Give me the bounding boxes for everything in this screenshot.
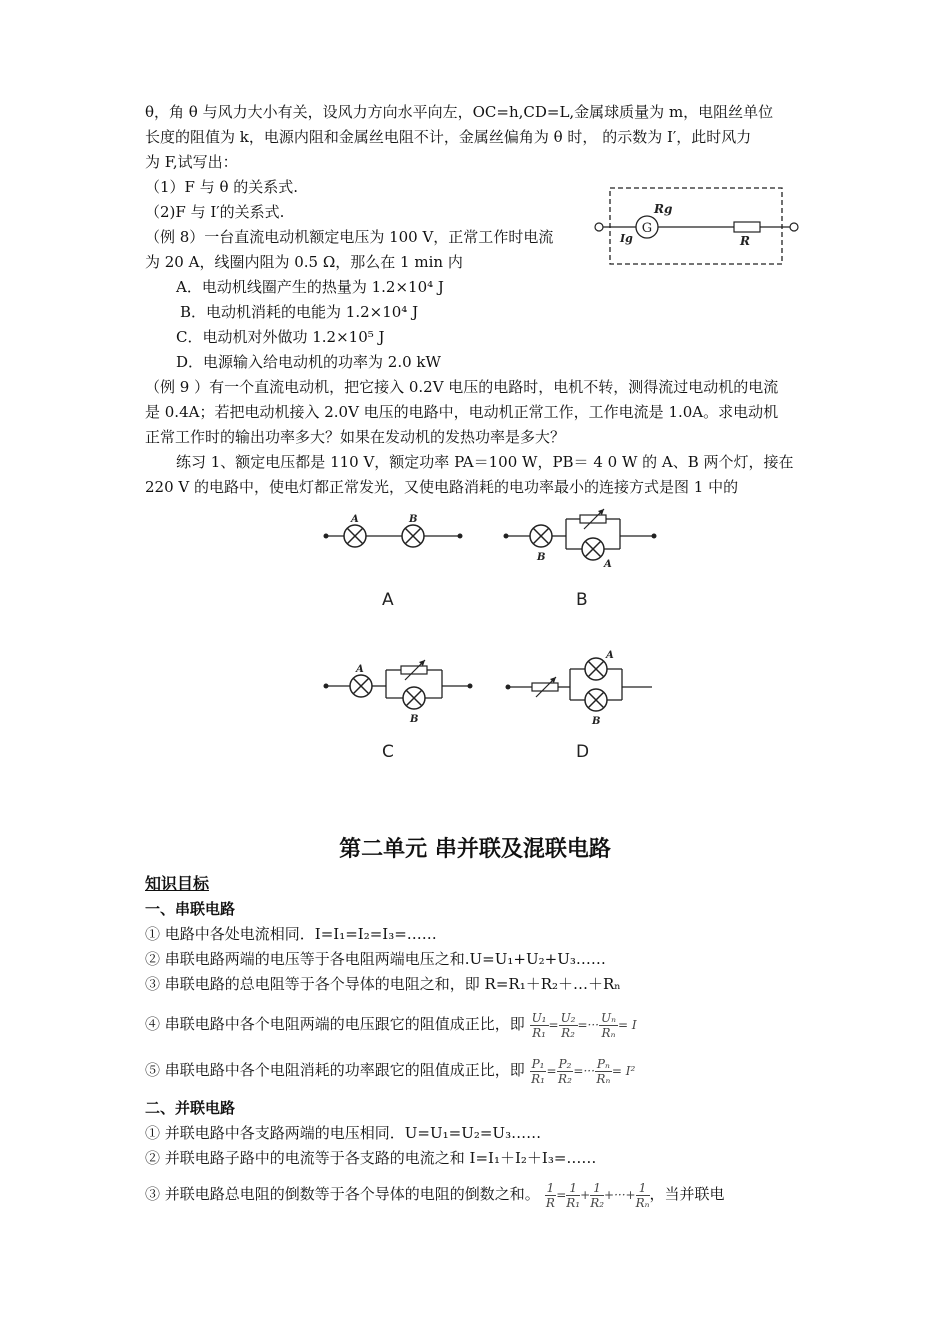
caption-c: C <box>382 742 394 762</box>
lamp-b-label: B <box>537 552 546 563</box>
example8-option-c: C．电动机对外做功 1.2×10⁵ J <box>176 328 385 346</box>
circuit-a <box>318 512 468 562</box>
circuit-c <box>318 658 478 728</box>
galvanometer-label: G <box>641 221 653 236</box>
fraction: $\frac{\text{P₂}}{\text{R₂}}$ <box>558 1056 572 1086</box>
practice1-line-1: 练习 1、额定电压都是 110 V，额定功率 PA＝100 W，PB＝ 4 0 W 的 A、B 两个灯，接在 <box>176 453 794 471</box>
parallel-item-1: ① 并联电路中各支路两端的电压相同．U=U₁=U₂=U₃…… <box>145 1124 542 1142</box>
series-item-4: ④ 串联电路中各个电阻两端的电压跟它的阻值成正比，即 $\frac{\text{U₁}}{\text{R₁}}$ = $\frac{\text{U₂}}{\text{R₂}}$ =··· $\frac{\text{Uₙ}}{\text{Rₙ}}$ = I <box>145 1010 637 1040</box>
rheostat-icon <box>401 660 427 680</box>
lamp-b-label: B <box>410 714 419 725</box>
circuit-b <box>500 505 660 570</box>
fraction: $\frac{1}{\text{Rₙ}}$ <box>635 1180 650 1210</box>
rheostat-icon <box>580 509 606 529</box>
caption-a: A <box>382 590 394 610</box>
rheostat-icon <box>532 677 558 697</box>
series-item-4-text: ④ 串联电路中各个电阻两端的电压跟它的阻值成正比，即 <box>145 1015 525 1033</box>
lamp-b-icon <box>402 525 424 547</box>
example8-line-2: 为 20 A，线圈内阻为 0.5 Ω，那么在 1 min 内 <box>145 253 463 271</box>
practice1-line-2: 220 V 的电路中，使电灯都正常发光，又使电路消耗的电功率最小的连接方式是图 1 中的 <box>145 478 739 496</box>
fraction: $\frac{\text{U₂}}{\text{R₂}}$ <box>560 1010 576 1040</box>
caption-d: D <box>576 742 590 762</box>
lamp-b-icon <box>403 687 425 709</box>
parallel-item-3-text: ③ 并联电路总电阻的倒数等于各个导体的电阻的倒数之和。 <box>145 1185 540 1203</box>
section-title: 第二单元 串并联及混联电路 <box>339 837 611 862</box>
caption-b: B <box>576 590 588 610</box>
galvanometer-circuit-figure <box>590 182 805 268</box>
parallel-item-3: ③ 并联电路总电阻的倒数等于各个导体的电阻的倒数之和。 $\frac{1}{R}$ = $\frac{1}{\text{R₁}}$ + $\frac{1}{\text{R₂}}$ +···+ $\frac{1}{\text{Rₙ}}$ ，当并联电 <box>145 1180 725 1210</box>
problem-line-2: 长度的阻值为 k，电源内阻和金属丝电阻不计，金属丝偏角为 θ 时， 的示数为 I′，此时风力 <box>145 128 752 146</box>
problem-question-2: （2)F 与 I′的关系式. <box>145 203 285 221</box>
example8-line-1: （例 8）一台直流电动机额定电压为 100 V，正常工作时电流 <box>145 228 554 246</box>
lamp-a-label: A <box>604 559 612 570</box>
series-item-5-text: ⑤ 串联电路中各个电阻消耗的功率跟它的阻值成正比，即 <box>145 1061 525 1079</box>
fraction: $\frac{\text{U₁}}{\text{R₁}}$ <box>531 1010 547 1040</box>
rg-label: Rg <box>654 202 673 216</box>
example8-option-d: D．电源输入给电动机的功率为 2.0 kW <box>176 353 441 371</box>
example8-option-a: A．电动机线圈产生的热量为 1.2×10⁴ J <box>176 278 444 296</box>
fraction: $\frac{1}{R}$ <box>545 1180 555 1210</box>
lamp-b-icon <box>585 689 607 711</box>
series-heading: 一、串联电路 <box>145 900 236 918</box>
lamp-a-label: A <box>356 664 364 675</box>
lamp-a-label: A <box>351 514 359 525</box>
lamp-a-icon <box>344 525 366 547</box>
series-item-5: ⑤ 串联电路中各个电阻消耗的功率跟它的阻值成正比，即 $\frac{\text{P₁}}{\text{R₁}}$ = $\frac{\text{P₂}}{\text{R₂}}$ =··· $\frac{\text{Pₙ}}{\text{Rₙ}}$ = I² <box>145 1056 636 1086</box>
lamp-b-icon <box>530 525 552 547</box>
lamp-a-label: A <box>606 650 614 661</box>
lamp-a-icon <box>350 675 372 697</box>
r-label: R <box>740 234 750 248</box>
series-item-3: ③ 串联电路的总电阻等于各个导体的电阻之和，即 R=R₁＋R₂＋…＋Rₙ <box>145 975 621 993</box>
fraction: $\frac{1}{\text{R₂}}$ <box>590 1180 605 1210</box>
lamp-b-label: B <box>409 514 418 525</box>
example8-option-b: B．电动机消耗的电能为 1.2×10⁴ J <box>180 303 419 321</box>
parallel-item-3-tail: ，当并联电 <box>649 1185 725 1203</box>
example9-line-2: 是 0.4A；若把电动机接入 2.0V 电压的电路中，电动机正常工作，工作电流是 1.0A。求电动机 <box>145 403 779 421</box>
example9-line-3: 正常工作时的输出功率多大？如果在发动机的发热功率是多大？ <box>145 428 566 446</box>
problem-question-1: （1）F 与 θ 的关系式. <box>145 178 299 196</box>
example9-line-1: （例 9 ）有一个直流电动机，把它接入 0.2V 电压的电路时，电机不转，测得流过电动机的电流 <box>145 378 779 396</box>
fraction: $\frac{\text{Uₙ}}{\text{Rₙ}}$ <box>601 1010 616 1040</box>
circuit-d <box>500 650 660 730</box>
lamp-b-label: B <box>592 716 601 727</box>
lamp-a-icon <box>585 658 607 680</box>
fraction: $\frac{\text{Pₙ}}{\text{Rₙ}}$ <box>596 1056 611 1086</box>
series-item-2: ② 串联电路两端的电压等于各电阻两端电压之和.U=U₁+U₂+U₃…… <box>145 950 606 968</box>
series-item-1: ① 电路中各处电流相同．I=I₁=I₂=I₃=…… <box>145 925 437 943</box>
problem-line-3: 为 F,试写出： <box>145 153 238 171</box>
fraction: $\frac{\text{P₁}}{\text{R₁}}$ <box>531 1056 545 1086</box>
parallel-item-2: ② 并联电路子路中的电流等于各支路的电流之和 I=I₁＋I₂＋I₃=…… <box>145 1149 597 1167</box>
lamp-a-icon <box>582 538 604 560</box>
problem-line-1: θ，角 θ 与风力大小有关，设风力方向水平向左，OC=h,CD=L,金属球质量为 m，电阻丝单位 <box>145 103 774 121</box>
ig-label: Ig <box>620 232 633 245</box>
knowledge-heading: 知识目标 <box>145 874 210 893</box>
parallel-heading: 二、并联电路 <box>145 1099 236 1117</box>
fraction: $\frac{1}{\text{R₁}}$ <box>566 1180 581 1210</box>
